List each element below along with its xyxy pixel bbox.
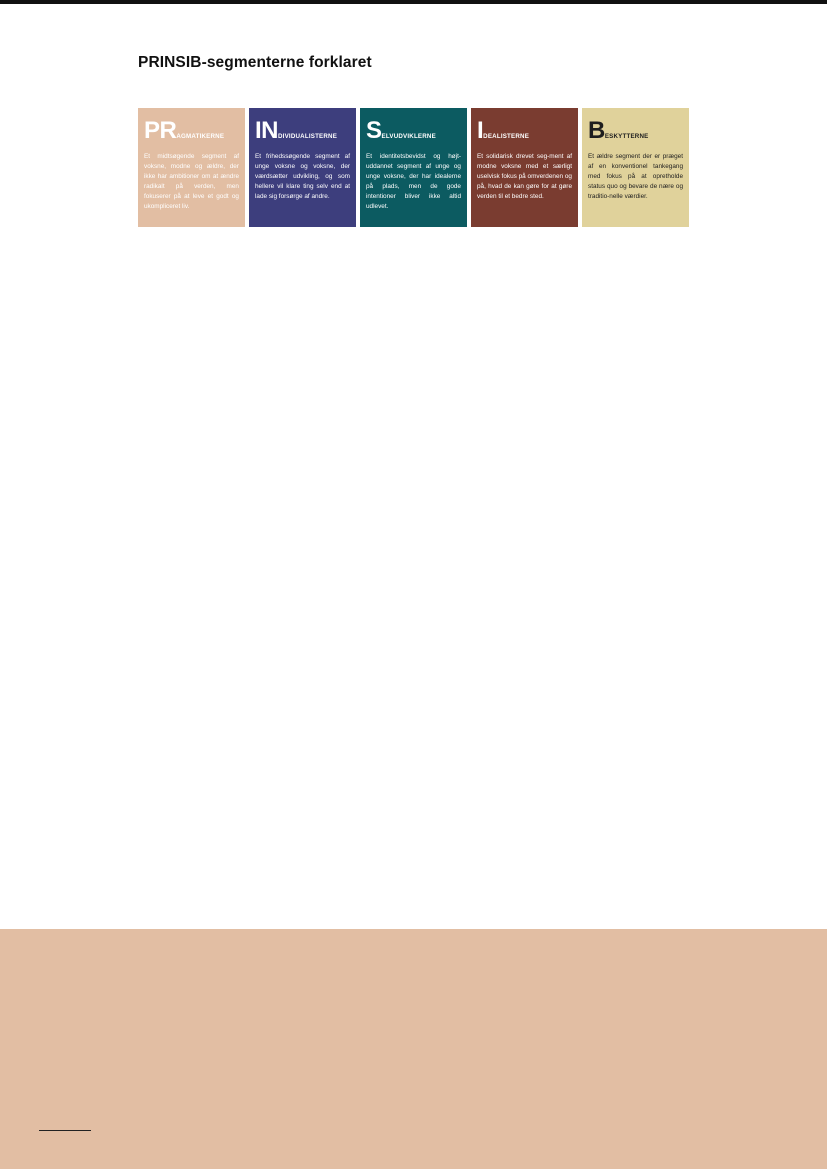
segment-heading <box>366 117 461 144</box>
segment-initial: PR <box>144 117 177 144</box>
segment-card-individualisterne <box>249 108 356 227</box>
segment-card-pragmatikerne <box>138 108 245 227</box>
segment-description: Et identitetsbevidst og højt-uddannet segment af unge og unge voksne, der har idealerne på plads, men de gode intentioner bliver ikke altid udlevet. <box>366 153 461 210</box>
segment-initial: B <box>588 117 605 144</box>
segment-cards <box>138 108 689 227</box>
segment-card-idealisterne <box>471 108 578 227</box>
bottom-color-band <box>0 929 827 1169</box>
segment-initial: S <box>366 117 382 144</box>
segment-initial: I <box>477 117 484 144</box>
segment-heading <box>588 117 683 144</box>
segment-name-rest: ELVUDVIKLERNE <box>381 133 436 140</box>
segment-name-rest: ESKYTTERNE <box>604 133 649 140</box>
segment-card-beskytterne <box>582 108 689 227</box>
segment-description: Et frihedssøgende segment af unge voksne og voksne, der værdsætter udvikling, og som hellere vil klare ting selv end at lade sig forsørge af andre. <box>255 153 350 200</box>
segment-description: Et ældre segment der er præget af en konventionel tankegang med fokus på at opretholde status quo og bevare de nære og traditio-nelle værdier. <box>588 153 683 200</box>
top-edge-strip <box>0 0 827 4</box>
footer-rule <box>39 1130 91 1131</box>
segment-name-rest: DEALISTERNE <box>483 133 530 140</box>
page-title: PRINSIB-segmenterne forklaret <box>138 54 372 71</box>
segment-description: Et solidarisk drevet seg-ment af modne voksne med et særligt uselvisk fokus på omverdenen og på, hvad de kan gøre for at gøre verden til et bedre sted. <box>477 153 572 200</box>
segment-name-rest: AGMATIKERNE <box>176 133 225 140</box>
segment-description: Et midtsøgende segment af voksne, modne og ældre, der ikke har ambitioner om at ændre radikalt på verden, men fokuserer på at leve et godt og ukompliceret liv. <box>144 153 239 210</box>
segment-name-rest: DIVIDUALISTERNE <box>278 133 338 140</box>
segment-card-selvudviklerne <box>360 108 467 227</box>
segment-heading <box>477 117 572 144</box>
segment-heading <box>255 117 350 144</box>
segment-initial: IN <box>255 117 278 144</box>
segment-heading <box>144 117 239 144</box>
